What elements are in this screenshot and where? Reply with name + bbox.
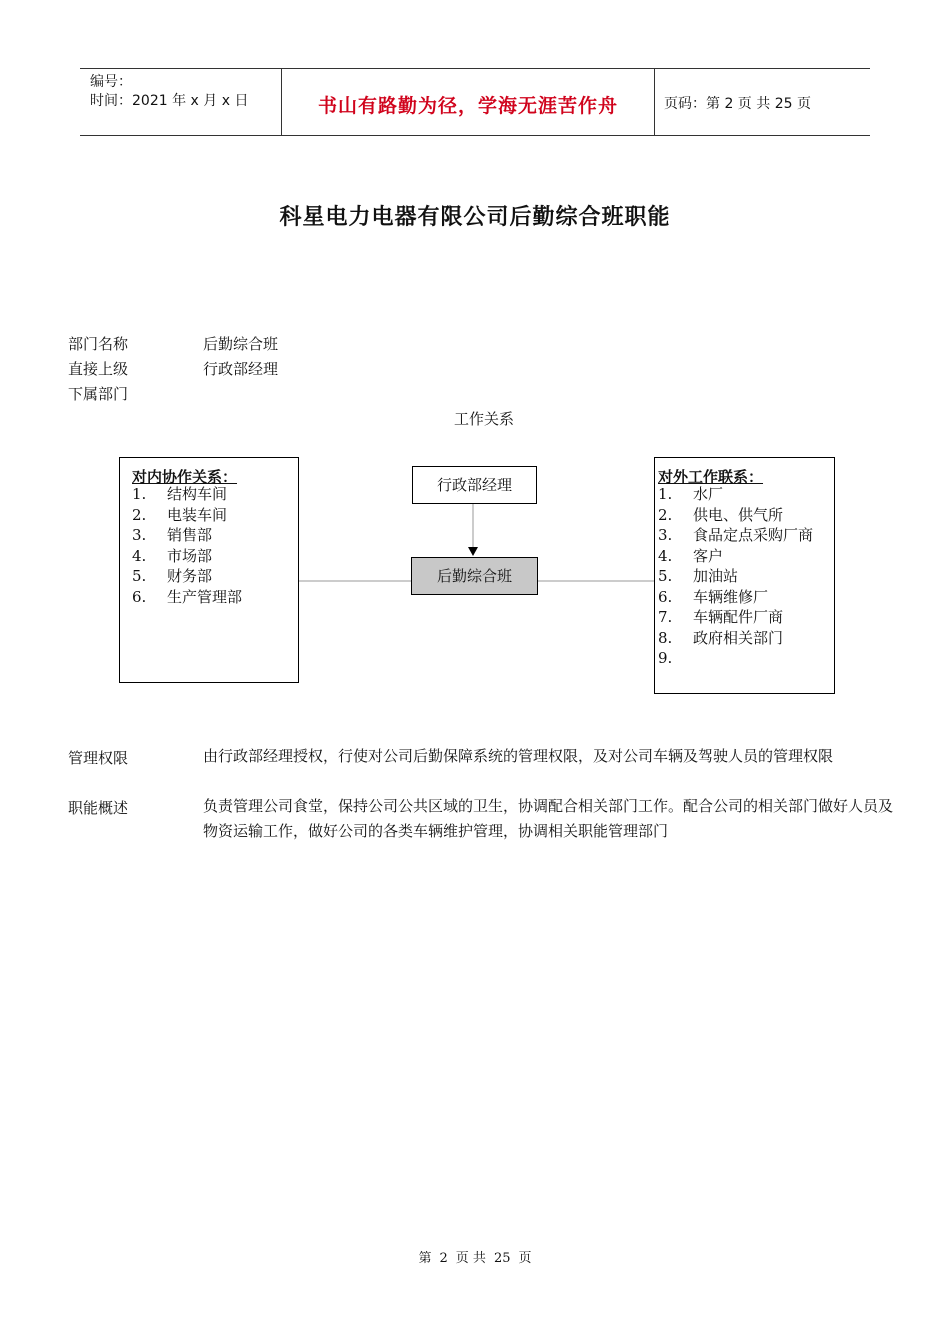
list-item: 5. 加油站 <box>658 567 739 585</box>
internal-relations-box <box>119 457 299 683</box>
list-item: 1. 水厂 <box>658 485 724 503</box>
internal-relations-title: 对内协作关系： <box>132 468 238 486</box>
subordinate-label: 下属部门 <box>68 385 129 403</box>
external-relations-box <box>654 457 835 694</box>
external-relations-list <box>658 484 833 669</box>
external-relations-title: 对外工作联系： <box>658 468 764 486</box>
list-item: 9. <box>658 649 673 667</box>
page-footer: 第 2 页 共 25 页 <box>418 1251 532 1266</box>
date-text: 时间：2021 年 x 月 x 日 <box>90 93 249 109</box>
work-relations-label: 工作关系 <box>453 410 514 428</box>
list-item: 3. 食品定点采购厂商 <box>658 526 814 544</box>
header-page-info: 页码：第 2 页 共 25 页 <box>664 96 811 112</box>
functions-text: 负责管理公司食堂，保持公司公共区域的卫生，协调配合相关部门工作。配合公司的相关部门做好人员及物资运输工作，做好公司的各类车辆维护管理，协调相关职能管理部门 <box>203 797 894 840</box>
list-item: 7. 车辆配件厂商 <box>658 608 784 626</box>
superior-label: 直接上级 <box>68 360 129 378</box>
list-item: 6. 车辆维修厂 <box>658 587 769 606</box>
dept-name-label: 部门名称 <box>68 335 129 353</box>
dept-name-value: 后勤综合班 <box>203 335 279 353</box>
superior-value: 行政部经理 <box>203 360 279 378</box>
list-item: 2. 电装车间 <box>132 505 228 524</box>
list-item: 1. 结构车间 <box>132 485 228 503</box>
department-node: 后勤综合班 <box>411 557 538 595</box>
header-motto: 书山有路勤为径，学海无涯苦作舟 <box>317 95 618 117</box>
list-item: 4. 市场部 <box>132 546 213 565</box>
page-title: 科星电力电器有限公司后勤综合班职能 <box>279 205 671 230</box>
superior-node: 行政部经理 <box>412 466 537 504</box>
list-item: 8. 政府相关部门 <box>658 628 784 647</box>
list-item: 4. 客户 <box>658 546 724 565</box>
list-item: 5. 财务部 <box>132 567 213 585</box>
authority-label: 管理权限 <box>68 749 129 767</box>
internal-relations-list <box>132 484 297 607</box>
functions-label: 职能概述 <box>68 799 129 817</box>
arrow-down-icon <box>468 547 478 556</box>
list-item: 2. 供电、供气所 <box>658 505 784 524</box>
list-item: 6. 生产管理部 <box>132 587 243 606</box>
authority-text: 由行政部经理授权，行使对公司后勤保障系统的管理权限，及对公司车辆及驾驶人员的管理权限 <box>203 747 834 765</box>
list-item: 3. 销售部 <box>132 526 213 544</box>
serial-label: 编号： <box>90 74 132 90</box>
